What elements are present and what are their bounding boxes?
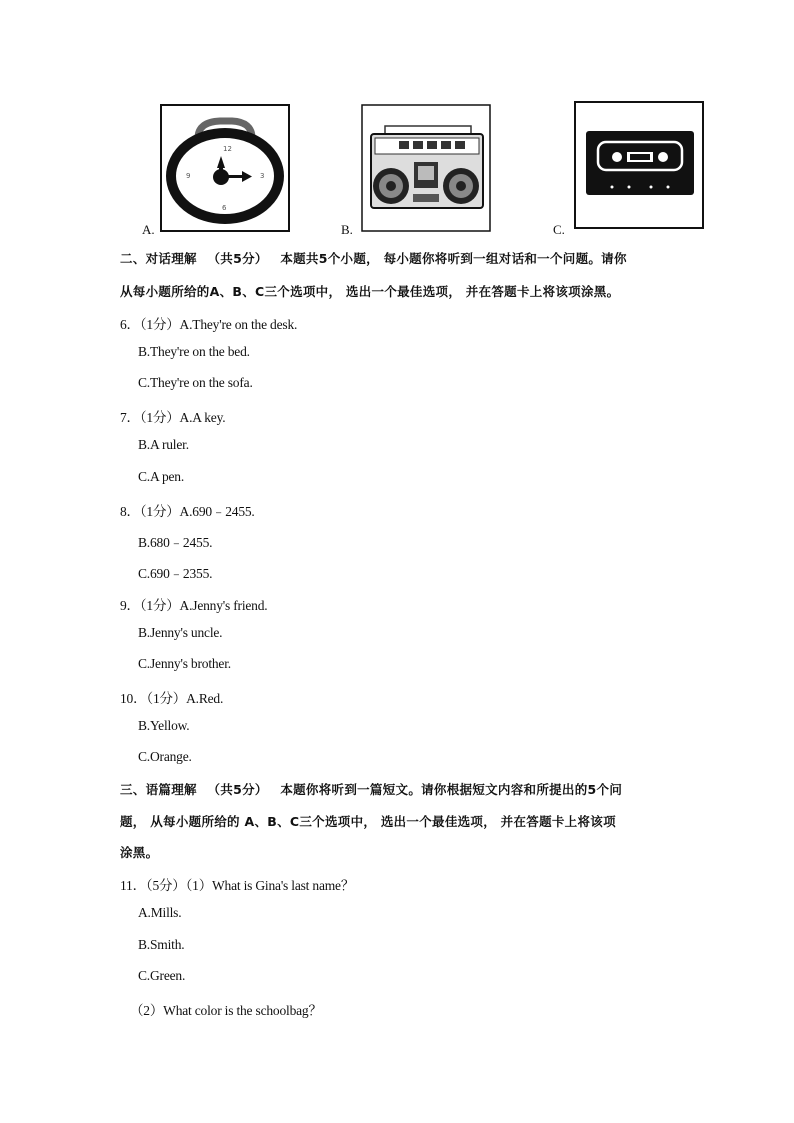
picture-b-label: B. xyxy=(341,222,353,237)
question-11-1-option-c: C.Green. xyxy=(138,968,186,983)
section3-heading-line3: 涂黑。 xyxy=(120,845,159,860)
svg-text:3: 3 xyxy=(260,172,265,180)
svg-text:6: 6 xyxy=(222,204,227,212)
question-6-option-b: B.They're on the bed. xyxy=(138,344,250,359)
question-10-option-c: C.Orange. xyxy=(138,749,192,764)
question-10-stem: 10．（1分）A.Red. xyxy=(120,691,224,706)
question-7-option-c: C.A pen. xyxy=(138,469,185,484)
section2-title: 二、对话理解 xyxy=(120,251,197,266)
picture-c-cassette xyxy=(574,101,704,229)
question-6-stem: 6．（1分）A.They're on the desk. xyxy=(120,317,298,332)
section2-heading-line2: 从每小题所给的A、B、C三个选项中， 选出一个最佳选项， 并在答题卡上将该项涂黑。 xyxy=(120,284,620,299)
picture-b-radio xyxy=(361,104,491,232)
picture-a-clock xyxy=(160,104,290,232)
question-11-2-stem: （2）What color is the schoolbag？ xyxy=(130,1003,322,1018)
question-11-stem: 11．（5分）（1）What is Gina's last name？ xyxy=(120,878,355,893)
section3-title: 三、语篇理解 xyxy=(120,782,197,797)
question-11-1-option-a: A.Mills. xyxy=(138,905,182,920)
question-10-option-b: B.Yellow. xyxy=(138,718,190,733)
section2-score: （共5分） xyxy=(207,251,268,266)
radio-icon xyxy=(361,104,491,232)
question-7-option-b: B.A ruler. xyxy=(138,437,189,452)
section3-score: （共5分） xyxy=(207,782,268,797)
picture-c-label: C. xyxy=(553,222,565,237)
section2-heading-line1 xyxy=(120,249,627,267)
section3-heading-line1 xyxy=(120,780,622,798)
svg-text:9: 9 xyxy=(186,172,191,180)
question-7-stem: 7．（1分）A.A key. xyxy=(120,410,226,425)
section3-instruction-part1: 本题你将听到一篇短文。请你根据短文内容和所提出的5个问 xyxy=(280,782,623,797)
question-6-option-c: C.They're on the sofa. xyxy=(138,375,253,390)
question-8-option-c: C.690﹣2355. xyxy=(138,566,213,581)
question-9-option-c: C.Jenny's brother. xyxy=(138,656,231,671)
question-9-stem: 9．（1分）A.Jenny's friend. xyxy=(120,598,268,613)
question-8-option-b: B.680﹣2455. xyxy=(138,535,213,550)
clock-icon xyxy=(160,104,290,232)
question-11-1-option-b: B.Smith. xyxy=(138,937,185,952)
section2-instruction-part1: 本题共5个小题， 每小题你将听到一组对话和一个问题。请你 xyxy=(280,251,627,266)
question-8-stem: 8．（1分）A.690﹣2455. xyxy=(120,504,255,519)
svg-text:12: 12 xyxy=(223,145,232,153)
cassette-icon xyxy=(574,101,704,229)
question-9-option-b: B.Jenny's uncle. xyxy=(138,625,223,640)
picture-a-label: A. xyxy=(142,222,155,237)
section3-heading-line2: 题， 从每小题所给的 A、B、C三个选项中， 选出一个最佳选项， 并在答题卡上将该项 xyxy=(120,814,616,829)
